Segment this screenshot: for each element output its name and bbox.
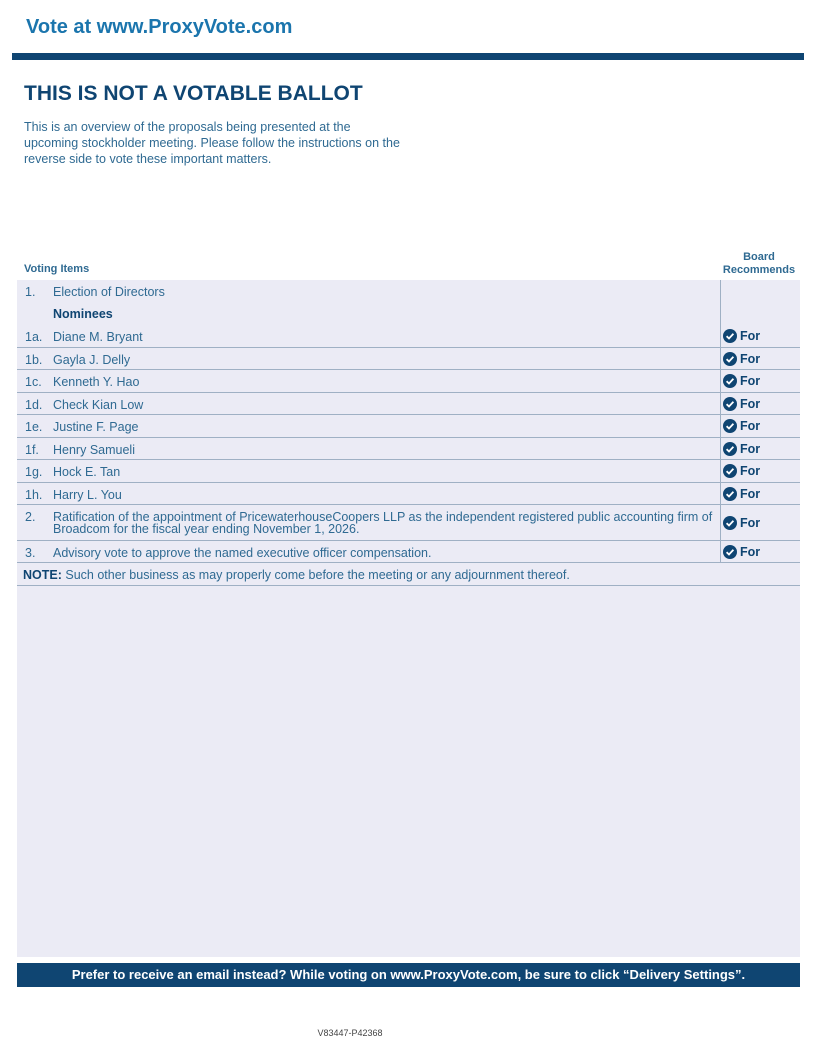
item-text: Gayla J. Delly xyxy=(53,353,131,367)
check-circle-icon xyxy=(723,442,737,456)
board-recommendation xyxy=(723,374,760,388)
check-circle-icon xyxy=(723,464,737,478)
recommendation-label: For xyxy=(740,329,761,343)
recommendation-label: For xyxy=(740,545,761,559)
intro-paragraph: This is an overview of the proposals being presented at the upcoming stockholder meeting. Please follow the instructions on the reverse side to vote these important matters. xyxy=(24,120,400,166)
board-recommendation xyxy=(723,419,760,433)
note-row xyxy=(17,563,800,586)
item-number: 1d. xyxy=(25,398,43,412)
item-text: Kenneth Y. Hao xyxy=(53,375,140,389)
board-header-line1: Board xyxy=(743,251,775,263)
voting-item-row xyxy=(17,393,800,415)
item-number: 1h. xyxy=(25,488,43,502)
board-recommendation xyxy=(723,329,760,343)
item-text: Harry L. You xyxy=(53,488,122,502)
recommendation-label: For xyxy=(740,464,761,478)
recommendation-label: For xyxy=(740,442,761,456)
board-recommendation xyxy=(723,464,760,478)
item-number: 2. xyxy=(25,510,36,524)
item-text: Advisory vote to approve the named executive officer compensation. xyxy=(53,546,432,560)
item-number: 1f. xyxy=(25,443,39,457)
check-circle-icon xyxy=(723,352,737,366)
recommendation-label: For xyxy=(740,419,761,433)
check-circle-icon xyxy=(723,487,737,501)
column-header-board-recommends xyxy=(719,251,799,276)
delivery-settings-banner: Prefer to receive an email instead? While voting on www.ProxyVote.com, be sure to click “Delivery Settings”. xyxy=(17,963,800,987)
item-number: 3. xyxy=(25,546,36,560)
recommendation-label: For xyxy=(740,352,761,366)
item-number: 1. xyxy=(25,285,36,299)
item-number: 1b. xyxy=(25,353,43,367)
header-rule xyxy=(12,53,804,60)
voting-item-row xyxy=(17,325,800,348)
board-recommendation xyxy=(723,487,760,501)
recommendation-label: For xyxy=(740,487,761,501)
voting-item-row xyxy=(17,415,800,438)
item-text: Hock E. Tan xyxy=(53,465,121,479)
check-circle-icon xyxy=(723,545,737,559)
voting-items-panel xyxy=(17,280,800,957)
item-text: Ratification of the appointment of PricewaterhouseCoopers LLP as the independent registered public accounting firm of Broadcom for the fiscal year ending November 1, 2026. xyxy=(53,510,713,536)
item-number: 1c. xyxy=(25,375,42,389)
check-circle-icon xyxy=(723,516,737,530)
column-header-voting-items: Voting Items xyxy=(24,263,90,275)
item-text: Henry Samueli xyxy=(53,443,135,457)
voting-item-row xyxy=(17,460,800,483)
voting-item-row xyxy=(17,483,800,505)
item-number: 1e. xyxy=(25,420,43,434)
item-text: Justine F. Page xyxy=(53,420,139,434)
check-circle-icon xyxy=(723,397,737,411)
voting-item-row xyxy=(17,370,800,393)
voting-item-row xyxy=(17,280,800,302)
recommendation-label: For xyxy=(740,516,761,530)
check-circle-icon xyxy=(723,329,737,343)
page-title: THIS IS NOT A VOTABLE BALLOT xyxy=(24,82,363,105)
voting-item-row xyxy=(17,438,800,460)
board-recommendation xyxy=(723,442,760,456)
proxyvote-link[interactable]: Vote at www.ProxyVote.com xyxy=(26,16,293,38)
item-text: Diane M. Bryant xyxy=(53,330,143,344)
document-code: V83447-P42368 xyxy=(317,1028,383,1038)
voting-item-row xyxy=(17,541,800,563)
recommendation-label: For xyxy=(740,374,761,388)
item-number: 1a. xyxy=(25,330,43,344)
voting-item-row xyxy=(17,505,800,541)
check-circle-icon xyxy=(723,374,737,388)
item-text: Election of Directors xyxy=(53,285,165,299)
voting-item-row xyxy=(17,348,800,370)
note-text xyxy=(23,568,570,582)
board-recommendation xyxy=(723,516,760,530)
check-circle-icon xyxy=(723,419,737,433)
nominees-heading-row xyxy=(17,302,800,325)
board-recommendation xyxy=(723,545,760,559)
board-header-line2: Recommends xyxy=(722,263,796,276)
note-body: Such other business as may properly come before the meeting or any adjournment thereof. xyxy=(65,568,570,582)
board-recommendation xyxy=(723,397,760,411)
nominees-heading: Nominees xyxy=(53,307,113,321)
item-text: Check Kian Low xyxy=(53,398,144,412)
item-number: 1g. xyxy=(25,465,43,479)
note-label: NOTE: xyxy=(23,568,62,582)
board-recommendation xyxy=(723,352,760,366)
recommendation-label: For xyxy=(740,397,761,411)
